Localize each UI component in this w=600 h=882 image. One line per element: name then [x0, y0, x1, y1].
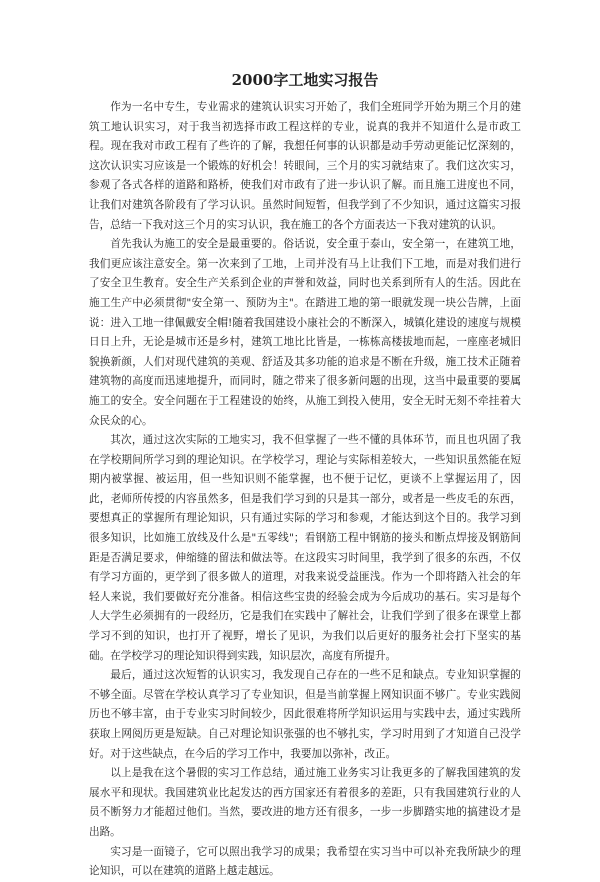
paragraph-intro: 作为一名中专生，专业需求的建筑认识实习开始了，我们全班同学开始为期三个月的建筑工地认识实习，对于我当初选择市政工程这样的专业，说真的我并不知道什么是市政工程。现在我对市政工程有了些许的了解，我想任何事的认识都是动手劳动更能记忆深刻的，这次认识实习应该是一个锻炼的好机会！转眼间，三个月的实习就结束了。我们这次实习，参观了各式各样的道路和路桥，使我们对市政有了进一步认识了解。而且施工进度也不同，让我们对建筑各阶段有了学习认识。虽然时间短暂，但我学到了不少知识，通过这篇实习报告，总结一下我对这三个月的实习认识，我在施工的各个方面表达一下我对建筑的认识。 [89, 101, 521, 231]
paragraph-shortcomings: 最后，通过这次短暂的认识实习，我发现自己存在的一些不足和缺点。专业知识掌握的不够全面。尽管在学校认真学习了专业知识，但是当前掌握上网知识面不够广。专业实践阅历也不够丰富，由于专业实习时间较少，因此很难将所学知识运用与实践中去，通过实践所获取上网阅历更是短缺。自己对理论知识张强的也不够扎实，学习时用到了才知道自己没学好。对于这些缺点，在今后的学习工作中，我要加以弥补，改正。 [89, 669, 521, 760]
paragraph-safety: 首先我认为施工的安全是最重要的。俗话说，安全重于泰山，安全第一，在建筑工地，我们更应该注意安全。第一次来到了工地，上司并没有马上让我们下工地，而是对我们进行了安全卫生教育。安全生产关系到企业的声誉和效益，同时也关系到所有人的生活。因此在施工生产中必须贯彻"安全第一、预防为主"。在踏进工地的第一眼就发现一块公告牌，上面说：进入工地一律佩戴安全帽!随着我国建设小康社会的不断深入，城镇化建设的速度与规模日日上升，无论是城市还是乡村，建筑工地比比皆是，一栋栋高楼拔地而起，一座座老城旧貌换新颜，人们对现代建筑的美观、舒适及其多功能的追求是不断在升级，施工技术正随着建筑物的高度而迅速地提升，而同时，随之带来了很多新问题的出现，这当中最重要的要属施工的安全。安全问题在于工程建设的始终，从施工到投入使用，安全无时无刻不牵挂着大众民众的心。 [89, 238, 521, 427]
document-title: 2000字工地实习报告 [231, 71, 379, 89]
paragraph-summary: 以上是我在这个暑假的实习工作总结，通过施工业务实习让我更多的了解我国建筑的发展水平和现状。我国建筑业比起发达的西方国家还有着很多的差距，只有我国建筑行业的人员不断努力才能超过他们。当然，要改进的地方还有很多，一步一步脚踏实地的搞建设才是出路。 [89, 767, 521, 838]
document-page [89, 70, 521, 882]
paragraph-conclusion: 实习是一面镜子，它可以照出我学习的成果；我希望在实习当中可以补充我所缺少的理论知识，可以在建筑的道路上越走越远。 [89, 845, 521, 878]
paragraph-learning: 其次，通过这次实际的工地实习，我不但掌握了一些不懂的具体环节，而且也巩固了我在学校期间所学习到的理论知识。在学校学习，理论与实际相差较大，一些知识虽然能在短期内被掌握、被运用，但一些知识则不能掌握，也不便于记忆，更谈不上掌握运用了，因此，老师所传授的内容虽然多，但是我们学习到的只是其一部分，或者是一些皮毛的东西，要想真正的掌握所有理论知识，只有通过实际的学习和参观，才能达到这个目的。我学习到很多知识，比如施工放线及什么是"五零线"；看钢筋工程中钢筋的接头和断点焊接及钢筋间距是否满足要求，伸缩缝的留法和做法等。在这段实习时间里，我学到了很多的东西，不仅有学习方面的，更学到了很多做人的道理，对我来说受益匪浅。作为一个即将踏入社会的年轻人来说，我们要做好充分准备。相信这些宝贵的经验会成为今后成功的基石。实习是每个人大学生必须拥有的一段经历，它是我们在实践中了解社会，让我们学到了很多在课堂上都学习不到的知识，也打开了视野，增长了见识，为我们以后更好的服务社会打下坚实的基础。在学校学习的理论知识得到实践，知识层次，高度有所提升。 [89, 434, 521, 662]
